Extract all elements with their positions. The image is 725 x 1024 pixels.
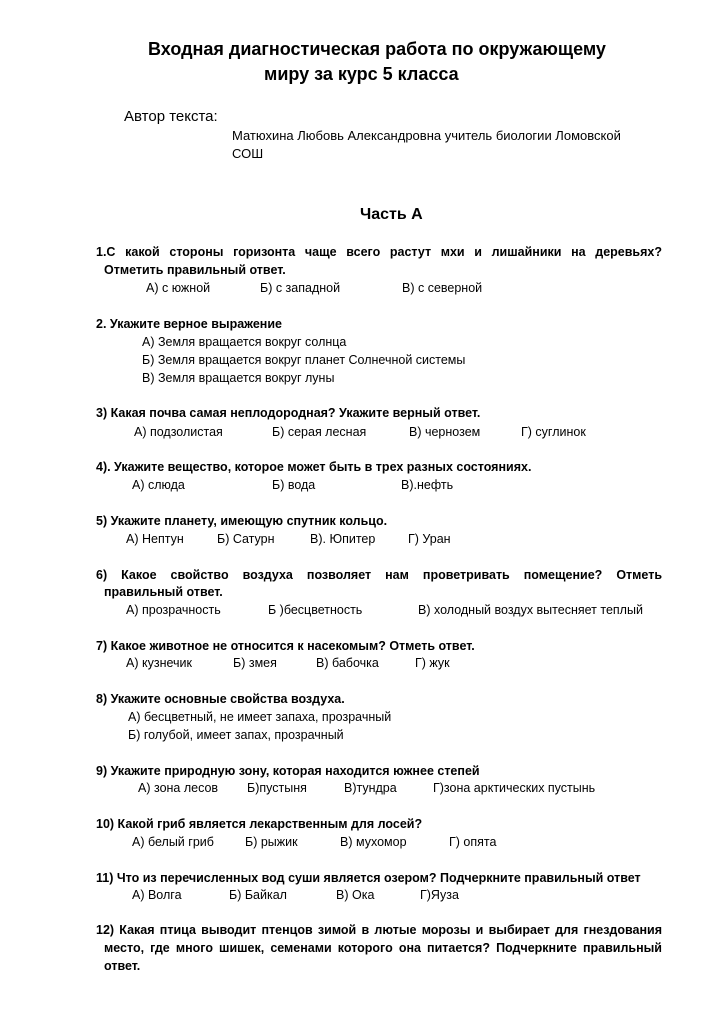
q11-option-b: Б) Байкал	[229, 888, 287, 902]
q7-option-c: В) бабочка	[316, 656, 379, 670]
question-3: 3) Какая почва самая неплодородная? Укажите верный ответ.	[96, 406, 481, 420]
q1-option-b: Б) с западной	[260, 281, 341, 295]
question-5: 5) Укажите планету, имеющую спутник кольцо.	[96, 514, 388, 528]
q5-option-c: В). Юпитер	[310, 532, 376, 546]
question-1-line-2: Отметить правильный ответ.	[104, 263, 286, 277]
q3-option-c: В) чернозем	[409, 425, 481, 439]
q10-option-c: В) мухомор	[340, 835, 407, 849]
q9-option-c: В)тундра	[344, 781, 397, 795]
q3-option-d: Г) суглинок	[521, 425, 586, 439]
q1-option-a: А) с южной	[146, 281, 211, 295]
question-6-line-1: 6) Какое свойство воздуха позволяет нам проветривать помещение? Отметь	[96, 568, 662, 582]
q7-option-b: Б) змея	[233, 656, 277, 670]
q9-option-d: Г)зона арктических пустынь	[433, 781, 596, 795]
q9-option-b: Б)пустыня	[247, 781, 307, 795]
q7-option-a: А) кузнечик	[126, 656, 192, 670]
question-7: 7) Какое животное не относится к насекомым? Отметь ответ.	[96, 639, 475, 653]
question-11: 11) Что из перечисленных вод суши является озером? Подчеркните правильный ответ	[96, 871, 641, 885]
author-line-2: СОШ	[232, 146, 264, 161]
q2-option-c: В) Земля вращается вокруг луны	[142, 371, 335, 385]
part-title: Часть А	[360, 206, 423, 223]
q4-option-a: А) слюда	[132, 478, 185, 492]
question-12-line-3: ответ.	[104, 959, 141, 973]
q5-option-d: Г) Уран	[408, 532, 451, 546]
q11-option-c: В) Ока	[336, 888, 375, 902]
question-10: 10) Какой гриб является лекарственным для лосей?	[96, 817, 423, 831]
q2-option-b: Б) Земля вращается вокруг планет Солнечной системы	[142, 353, 466, 367]
q11-option-a: А) Волга	[132, 888, 182, 902]
question-4: 4). Укажите вещество, которое может быть в трех разных состояниях.	[96, 460, 532, 474]
q4-option-b: Б) вода	[272, 478, 316, 492]
q2-option-a: А) Земля вращается вокруг солнца	[142, 335, 347, 349]
q8-option-b: Б) голубой, имеет запах, прозрачный	[128, 728, 344, 742]
q7-option-d: Г) жук	[415, 656, 450, 670]
q4-option-c: В).нефть	[401, 478, 454, 492]
question-6-line-2: правильный ответ.	[104, 585, 223, 599]
q9-option-a: А) зона лесов	[138, 781, 219, 795]
question-12-line-2: место, где много шишек, семенами которого она питается? Подчеркните правильный	[104, 941, 662, 955]
q5-option-b: Б) Сатурн	[217, 532, 275, 546]
q3-option-b: Б) серая лесная	[272, 425, 367, 439]
title-line-2: миру за курс 5 класса	[264, 64, 459, 84]
q10-option-a: А) белый гриб	[132, 835, 214, 849]
author-line-1: Матюхина Любовь Александровна учитель биологии Ломовской	[232, 128, 621, 143]
q1-option-c: В) с северной	[402, 281, 483, 295]
question-8: 8) Укажите основные свойства воздуха.	[96, 692, 345, 706]
q10-option-d: Г) опята	[449, 835, 497, 849]
question-12-line-1: 12) Какая птица выводит птенцов зимой в лютые морозы и выбирает для гнездования	[96, 923, 662, 937]
q11-option-d: Г)Яуза	[420, 888, 459, 902]
question-2: 2. Укажите верное выражение	[96, 317, 282, 331]
q5-option-a: А) Нептун	[126, 532, 184, 546]
author-label: Автор текста:	[124, 108, 218, 125]
question-1-line-1: 1.С какой стороны горизонта чаще всего растут мхи и лишайники на деревьях?	[96, 245, 662, 259]
q10-option-b: Б) рыжик	[245, 835, 298, 849]
q3-option-a: А) подзолистая	[134, 425, 223, 439]
q6-option-b: Б )бесцветность	[268, 603, 363, 617]
q8-option-a: А) бесцветный, не имеет запаха, прозрачный	[128, 710, 392, 724]
question-9: 9) Укажите природную зону, которая находится южнее степей	[96, 764, 480, 778]
title-line-1: Входная диагностическая работа по окружающему	[148, 39, 606, 59]
q6-option-c: В) холодный воздух вытесняет теплый	[418, 603, 643, 617]
q6-option-a: А) прозрачность	[126, 603, 221, 617]
